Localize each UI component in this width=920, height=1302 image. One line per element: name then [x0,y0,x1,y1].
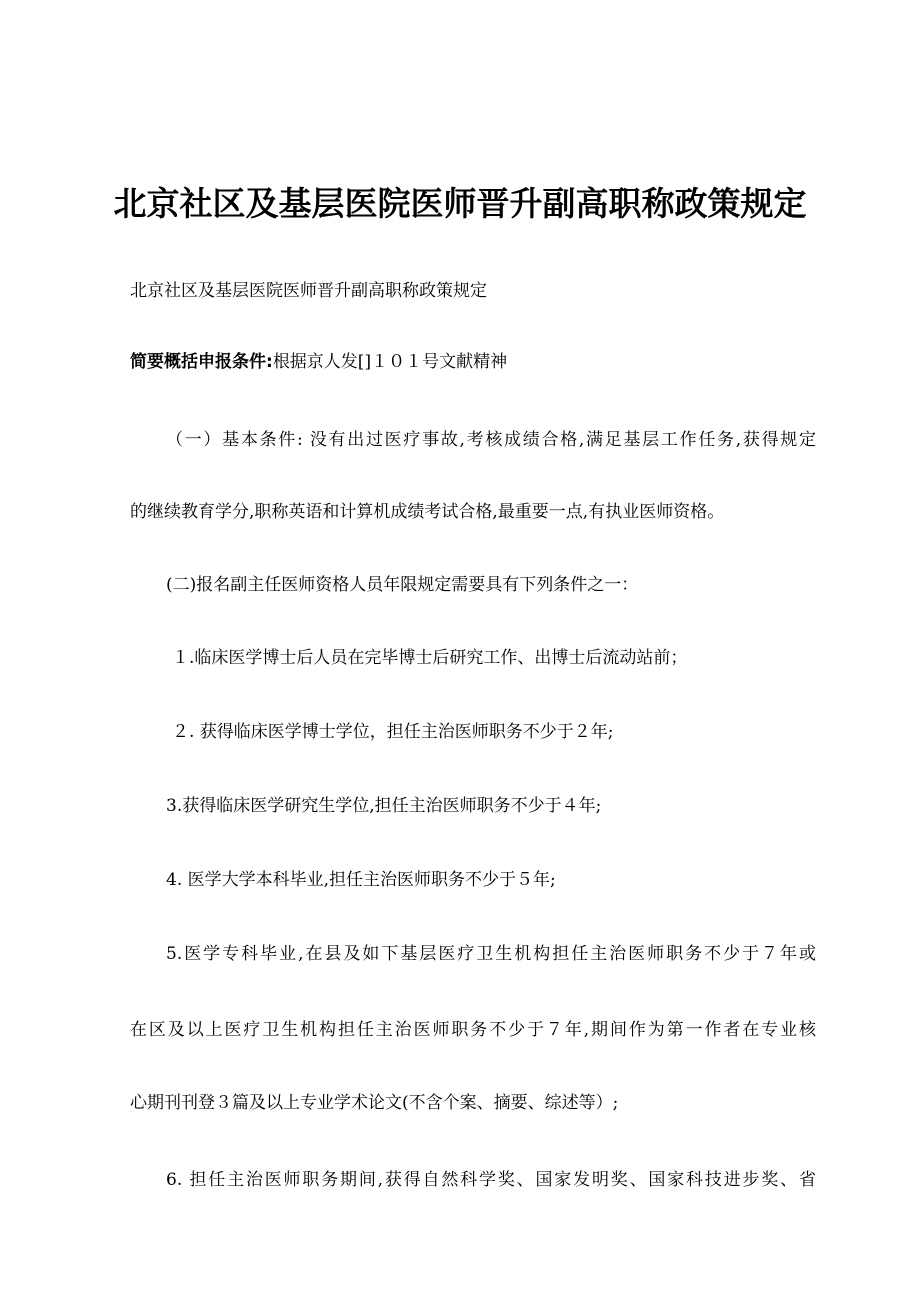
document-subtitle: 北京社区及基层医院医师晋升副高职称政策规定 [130,281,487,301]
summary-label: 简要概括申报条件: [130,352,273,372]
list-item: 5.医学专科毕业,在县及如下基层医疗卫生机构担任主治医师职务不少于７年或 [166,944,816,964]
summary-line [130,350,507,374]
list-item: 6. 担任主治医师职务期间,获得自然科学奖、国家发明奖、国家科技进步奖、省 [166,1170,816,1190]
paragraph-line: (二)报名副主任医师资格人员年限规定需要具有下列条件之一： [166,575,639,595]
list-item: 4. 医学大学本科毕业,担任主治医师职务不少于５年; [166,870,556,890]
document-title: 北京社区及基层医院医师晋升副高职称政策规定 [113,184,807,223]
list-item-continued: 在区及以上医疗卫生机构担任主治医师职务不少于７年,期间作为第一作者在专业核 [130,1020,816,1040]
list-item-continued: 心期刊刊登３篇及以上专业学术论文(不含个案、摘要、综述等）; [130,1093,619,1113]
list-item: １.临床医学博士后人员在完毕博士后研究工作、出博士后流动站前； [172,648,688,668]
summary-text: 根据京人发[]１０１号文献精神 [272,352,508,372]
paragraph-line: 的继续教育学分,职称英语和计算机成绩考试合格,最重要一点,有执业医师资格。 [130,502,725,522]
list-item: ２. 获得临床医学博士学位，担任主治医师职务不少于２年; [172,722,614,742]
paragraph-line: （一）基本条件: 没有出过医疗事故,考核成绩合格,满足基层工作任务,获得规定 [166,430,816,450]
list-item: 3.获得临床医学研究生学位,担任主治医师职务不少于４年; [166,796,602,816]
